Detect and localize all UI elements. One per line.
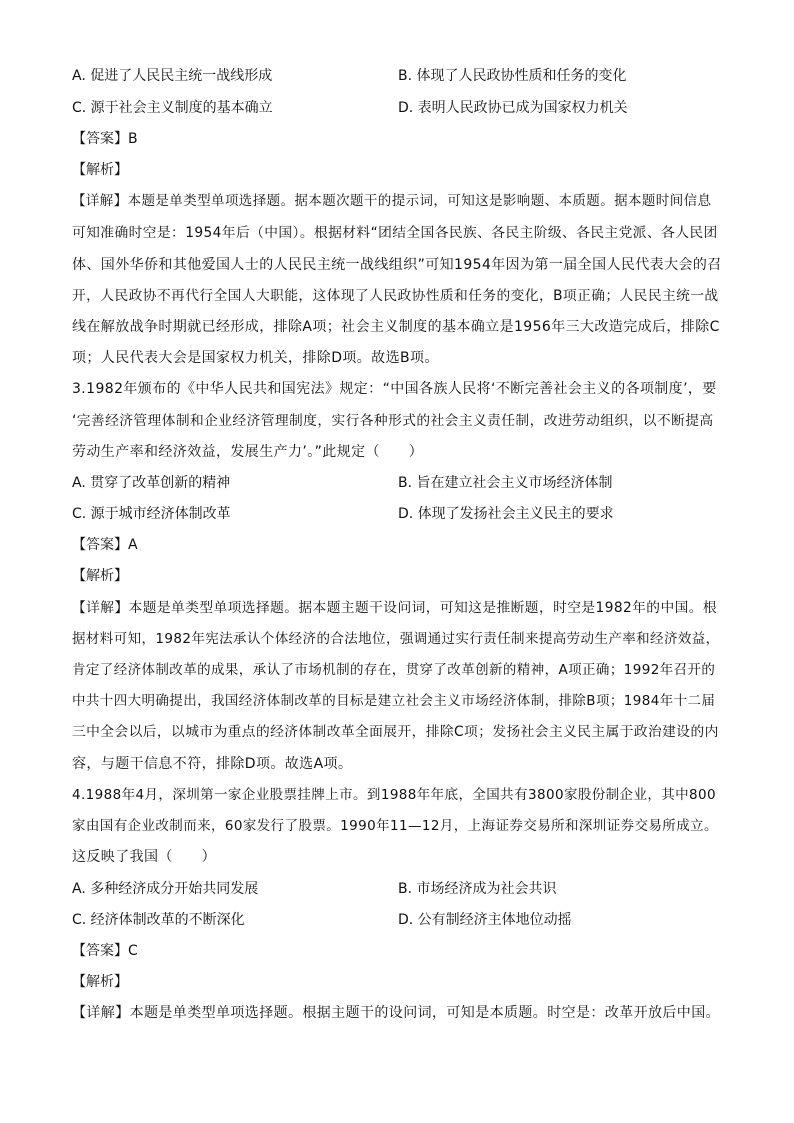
q3-option-a: A. 贯穿了改革创新的精神 bbox=[72, 475, 231, 491]
q2-detail-line: 项；人民代表大会是国家权力机关，排除D项。故选B项。 bbox=[72, 350, 439, 366]
q4-option-a: A. 多种经济成分开始共同发展 bbox=[72, 881, 259, 897]
q2-detail-line: 可知准确时空是：1954年后（中国）。根据材料“团结全国各民族、各民主阶级、各民主党派、各人民团 bbox=[72, 225, 718, 241]
q4-option-b: B. 市场经济成为社会共识 bbox=[398, 881, 557, 897]
q2-answer: 【答案】B bbox=[72, 131, 138, 147]
q2-detail-line: 体、国外华侨和其他爱国人士的人民民主统一战线组织”可知1954年因为第一届全国人民代表大会的召 bbox=[72, 257, 722, 273]
q2-analysis-heading: 【解析】 bbox=[72, 162, 128, 178]
q4-option-c: C. 经济体制改革的不断深化 bbox=[72, 912, 245, 928]
q4-analysis-heading: 【解析】 bbox=[72, 974, 128, 990]
q3-answer: 【答案】A bbox=[72, 537, 138, 553]
q2-detail-line: 线在解放战争时期就已经形成，排除A项；社会主义制度的基本确立是1956年三大改造完成后，排除C bbox=[72, 319, 720, 335]
q3-option-d: D. 体现了发扬社会主义民主的要求 bbox=[398, 506, 614, 522]
q4-stem-line: 家由国有企业改制而来，60家发行了股票。1990年11—12月，上海证券交易所和深圳证券交易所成立。 bbox=[72, 818, 718, 834]
q2-detail-line: 开，人民政协不再代行全国人大职能，这体现了人民政协性质和任务的变化，B项正确；人民民主统一战 bbox=[72, 288, 719, 304]
q4-detail-line: 【详解】本题是单类型单项选择题。根据主题干的设问词，可知是本质题。时空是：改革开放后中国。 bbox=[72, 1005, 720, 1021]
q3-stem-line: 劳动生产率和经济效益，发展生产力’。”此规定（ ） bbox=[72, 444, 424, 460]
q2-detail-line: 【详解】本题是单类型单项选择题。据本题次题干的提示词，可知这是影响题、本质题。据本题时间信息 bbox=[72, 193, 712, 209]
q2-option-d: D. 表明人民政协已成为国家权力机关 bbox=[398, 100, 628, 116]
q2-option-c: C. 源于社会主义制度的基本确立 bbox=[72, 100, 273, 116]
q3-detail-line: 肯定了经济体制改革的成果，承认了市场机制的存在，贯穿了改革创新的精神，A项正确；1992年召开的 bbox=[72, 662, 716, 678]
q3-detail-line: 中共十四大明确提出，我国经济体制改革的目标是建立社会主义市场经济体制，排除B项；1984年十二届 bbox=[72, 693, 716, 709]
q3-detail-line: 据材料可知，1982年宪法承认个体经济的合法地位，强调通过实行责任制来提高劳动生产率和经济效益， bbox=[72, 631, 720, 647]
q4-stem-line: 4.1988年4月，深圳第一家企业股票挂牌上市。到1988年年底，全国共有3800家股份制企业，其中800 bbox=[72, 787, 717, 803]
q3-detail-line: 【详解】本题是单类型单项选择题。据本题主题干设问词，可知这是推断题，时空是1982年的中国。根 bbox=[72, 600, 718, 616]
q3-detail-line: 三中全会以后，以城市为重点的经济体制改革全面展开，排除C项；发扬社会主义民主属于政治建设的内 bbox=[72, 724, 719, 740]
q3-stem-line: ‘完善经济管理体制和企业经济管理制度，实行各种形式的社会主义责任制，改进劳动组织，以不断提高 bbox=[72, 413, 714, 429]
q2-option-a: A. 促进了人民民主统一战线形成 bbox=[72, 68, 273, 84]
q4-stem-line: 这反映了我国（ ） bbox=[72, 849, 216, 865]
q3-option-c: C. 源于城市经济体制改革 bbox=[72, 506, 231, 522]
q2-option-b: B. 体现了人民政协性质和任务的变化 bbox=[398, 68, 627, 84]
q4-option-d: D. 公有制经济主体地位动摇 bbox=[398, 912, 572, 928]
q3-analysis-heading: 【解析】 bbox=[72, 568, 128, 584]
q4-answer: 【答案】C bbox=[72, 943, 138, 959]
q3-option-b: B. 旨在建立社会主义市场经济体制 bbox=[398, 475, 613, 491]
q3-detail-line: 容，与题干信息不符，排除D项。故选A项。 bbox=[72, 756, 353, 772]
q3-stem-line: 3.1982年颁布的《中华人民共和国宪法》规定：“中国各族人民将‘不断完善社会主义的各项制度’，要 bbox=[72, 381, 717, 397]
